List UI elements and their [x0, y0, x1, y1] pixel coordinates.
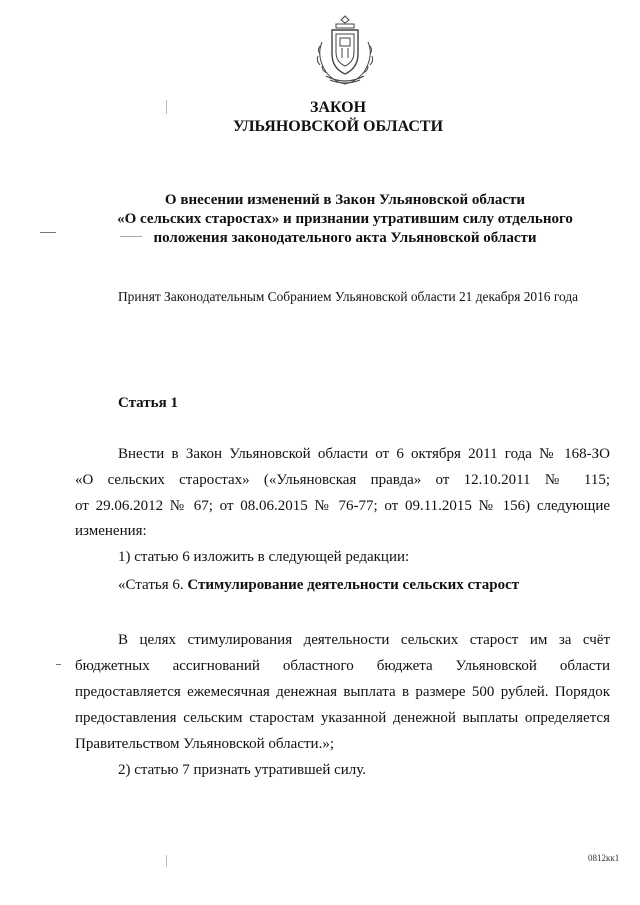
scan-speck	[56, 664, 61, 665]
quoted-article-6-prefix: «Статья 6.	[118, 577, 188, 593]
quoted-article-6-heading	[118, 575, 610, 595]
law-subtitle-line2: «О сельских старостах» и признании утратившим силу отдельного	[117, 211, 573, 227]
article-1-line: 1) статью 6 изложить в следующей редакции:	[118, 549, 410, 565]
scan-speck	[166, 100, 167, 114]
law-subtitle-line3: положения законодательного акта Ульяновской области	[153, 230, 537, 246]
ulyanovsk-coat-of-arms-icon	[312, 12, 378, 88]
law-title-line1: ЗАКОН	[309, 99, 367, 116]
scan-speck	[40, 232, 56, 233]
article-1-line: от 29.06.2012 № 67; от 08.06.2015 № 76-77; от 09.11.2015 № 156) следующие	[75, 498, 610, 514]
article-1-heading: Статья 1	[118, 395, 178, 411]
article-6-body-line: В целях стимулирования деятельности сельских старост им за счёт	[118, 632, 610, 648]
law-title-line2: УЛЬЯНОВСКОЙ ОБЛАСТИ	[232, 118, 444, 135]
article-1-line: Внести в Закон Ульяновской области от 6 октября 2011 года № 168-ЗО	[118, 446, 610, 462]
article-1-line: «О сельских старостах» («Ульяновская правда» от 12.10.2011 № 115;	[75, 472, 610, 488]
article-6-body-line: бюджетных ассигнований областного бюджета Ульяновской области	[75, 658, 610, 674]
article-6-body-line: предоставляется ежемесячная денежная выплата в размере 500 рублей. Порядок	[75, 684, 610, 700]
law-subtitle-line1: О внесении изменений в Закон Ульяновской области	[164, 192, 526, 208]
article-6-body-line: предоставления сельским старостам указанной денежной выплаты определяется	[75, 710, 610, 726]
article-1-point-2: 2) статью 7 признать утратившей силу.	[118, 762, 367, 778]
adoption-statement: Принят Законодательным Собранием Ульяновской области 21 декабря 2016 года	[118, 289, 579, 304]
scan-speck	[120, 236, 142, 237]
quoted-article-6-title: Стимулирование деятельности сельских старост	[187, 577, 520, 593]
scan-speck	[166, 855, 167, 867]
article-1-line: изменения:	[75, 523, 147, 539]
document-code: 0812кк1	[588, 853, 620, 863]
article-6-body-line: Правительством Ульяновской области.»;	[75, 736, 334, 752]
